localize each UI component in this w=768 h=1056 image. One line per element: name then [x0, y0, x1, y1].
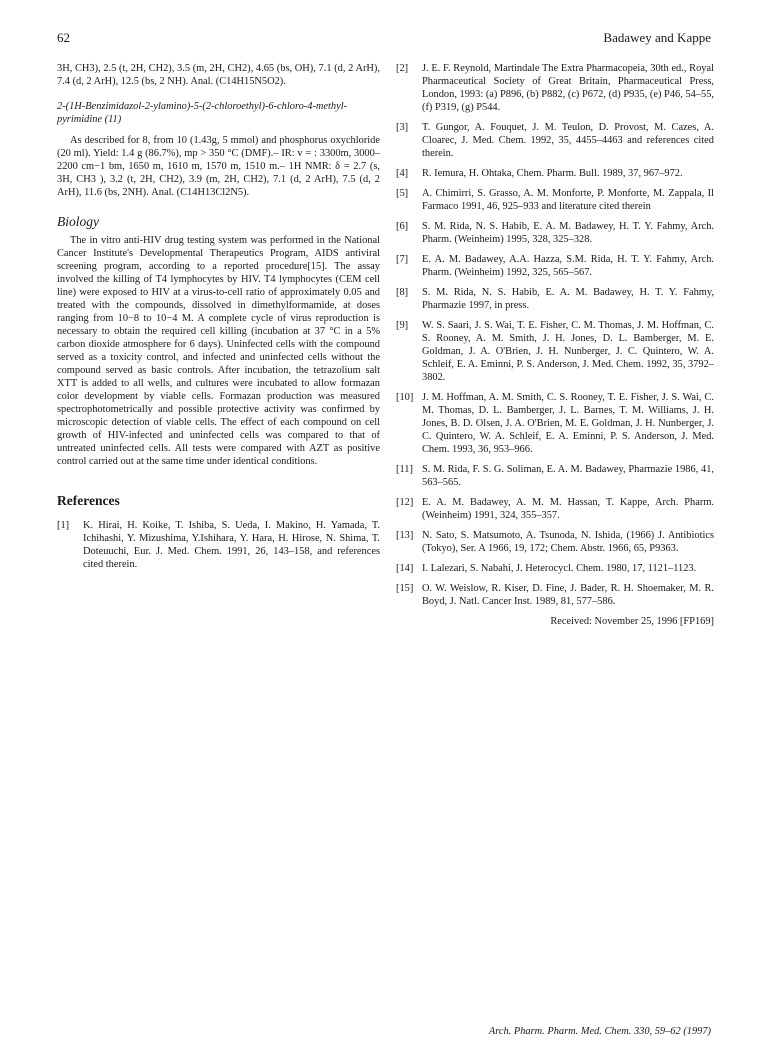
reference-text: J. E. F. Reynold, Martindale The Extra Pharmacopeia, 30th ed., Royal Pharmaceutical Society of Great Britain, Pharmaceutical Press, London, 1993: (a) P896, (b) P882, (c) P672, (d) P935, (e) P46, 54–55, (f) P319, (g) P544. [422, 63, 714, 113]
reference-number: [12] [396, 497, 414, 508]
reference-number: [8] [396, 287, 409, 298]
reference-item [396, 187, 714, 213]
right-column [396, 62, 714, 628]
reference-number: [4] [396, 168, 409, 179]
reference-item [396, 62, 714, 114]
reference-item [396, 582, 714, 608]
reference-item [396, 496, 714, 522]
reference-text: S. M. Rida, F. S. G. Soliman, E. A. M. Badawey, Pharmazie 1986, 41, 563–565. [422, 464, 714, 488]
reference-text: I. Lalezari, S. Nabahi, J. Heterocycl. Chem. 1980, 17, 1121–1123. [422, 563, 697, 574]
reference-number: [14] [396, 563, 414, 574]
reference-item [396, 391, 714, 456]
reference-item [396, 167, 714, 180]
reference-number: [1] [57, 520, 70, 531]
reference-item [396, 529, 714, 555]
references-heading: References [57, 493, 120, 508]
reference-text: S. M. Rida, N. S. Habib, E. A. M. Badawey, H. T. Y. Fahmy, Arch. Pharm. (Weinheim) 1995, 328, 325–328. [422, 221, 714, 245]
reference-item [396, 463, 714, 489]
reference-text: A. Chimirri, S. Grasso, A. M. Monforte, P. Monforte, M. Zappala, Il Farmaco 1991, 46, 925–933 and literature cited therein [422, 188, 714, 212]
reference-item [396, 286, 714, 312]
biology-heading: Biology [57, 214, 99, 229]
reference-text: E. A. M. Badawey, A. M. M. Hassan, T. Kappe, Arch. Pharm. (Weinheim) 1991, 324, 355–357. [422, 497, 714, 521]
reference-text: W. S. Saari, J. S. Wai, T. E. Fisher, C. M. Thomas, J. M. Hoffman, C. S. Rooney, A. M. Smith, J. H. Jones, D. L. Bamberger, M. E. Goldman, J. A. O'Brien, J. H. Nunberger, J. C. Quintero, W. A. Schleif, E. A. Eminni, P. S. Anderson, J. Med. Chem. 1992, 35, 3792–3802. [422, 320, 714, 383]
reference-text: O. W. Weislow, R. Kiser, D. Fine, J. Bader, R. H. Shoemaker, M. R. Boyd, J. Natl. Cancer Inst. 1989, 81, 577–586. [422, 583, 714, 607]
reference-text: S. M. Rida, N. S. Habib, E. A. M. Badawey, H. T. Y. Fahmy, Pharmazie 1997, in press. [422, 287, 714, 311]
reference-number: [2] [396, 63, 409, 74]
compound-11-procedure: As described for 8, from 10 (1.43g, 5 mmol) and phosphorus oxychloride (20 ml). Yield: 1.4 g (86.7%), mp > 350 °C (DMF).– IR: v = : 3300m, 3000–2200 cm−1 bm, 1650 m, 1610 m, 1570 m, 1510 m.– 1H NMR: δ = 2.7 (s, 3H, CH3 ), 3.2 (t, 2H, CH2), 3.9 (m, 2H, CH2), 7.1 (d, 2 ArH), 7.5 (d, 2 ArH), 11.6 (bs, 2NH). Anal. (C14H13Cl2N5). [57, 135, 380, 198]
received-date: Received: November 25, 1996 [FP169] [550, 616, 714, 627]
reference-text: K. Hirai, H. Koike, T. Ishiba, S. Ueda, I. Makino, H. Yamada, T. Ichihashi, Y. Mizushima, Y.Ishihara, Y. Hara, H. Hirose, N. Shima, T. Doteuuchi, Eur. J. Med. Chem. 1991, 26, 143–158, and references cited therein. [83, 520, 380, 570]
reference-text: T. Gungor, A. Fouquet, J. M. Teulon, D. Provost, M. Cazes, A. Cloarec, J. Med. Chem. 1992, 35, 4455–4463 and references cited therein. [422, 122, 714, 159]
nmr-continued-text: 3H, CH3), 2.5 (t, 2H, CH2), 3.5 (m, 2H, CH2), 4.65 (bs, OH), 7.1 (d, 2 ArH), 7.4 (d, 2 ArH), 12.5 (bs, 2 NH). Anal. (C14H15N5O2). [57, 63, 380, 87]
running-header-authors: Badawey and Kappe [603, 30, 711, 45]
reference-number: [7] [396, 254, 409, 265]
reference-item [396, 121, 714, 160]
reference-text: R. Iemura, H. Ohtaka, Chem. Pharm. Bull. 1989, 37, 967–972. [422, 168, 683, 179]
reference-number: [10] [396, 392, 414, 403]
reference-number: [3] [396, 122, 409, 133]
journal-footer: Arch. Pharm. Pharm. Med. Chem. 330, 59–62 (1997) [488, 1026, 711, 1037]
page-number: 62 [57, 30, 70, 45]
reference-number: [11] [396, 464, 413, 475]
reference-item [396, 319, 714, 384]
reference-number: [13] [396, 530, 414, 541]
reference-number: [6] [396, 221, 409, 232]
left-column [57, 62, 380, 578]
reference-text: J. M. Hoffman, A. M. Smith, C. S. Rooney, T. E. Fisher, J. S. Wai, C. M. Thomas, D. L. Bamberger, J. L. Barnes, T. M. Williams, J. H. Jones, B. D. Olsen, J. A. O'Brien, M. E. Goldman, J. H. Nunberger, J. C. Quintero, W. A. Schleif, E. A. Eminni, P. S. Anderson, J. Med. Chem. 1993, 36, 953–966. [422, 392, 714, 455]
reference-number: [9] [396, 320, 409, 331]
reference-text: E. A. M. Badawey, A.A. Hazza, S.M. Rida, H. T. Y. Fahmy, Arch. Pharm. (Weinheim) 1992, 325, 565–567. [422, 254, 714, 278]
reference-item [396, 220, 714, 246]
reference-item [396, 253, 714, 279]
biology-paragraph: The in vitro anti-HIV drug testing system was performed in the National Cancer Institute's Developmental Therapeutics Program, AIDS antiviral screening program, according to a reported procedure[15]. The assay involved the killing of T4 lymphocytes by HIV. T4 lymphocytes (CEM cell line) were exposed to HIV at a virus-to-cell ratio of approximately 0.05 and treated with the compounds, dissolved in dimethylformamide, at doses ranging from 10−8 to 10−4 M. A complete cycle of virus reproduction is necessary to obtain the required cell killing (incubation at 37 °C in a 5% carbon dioxide atmosphere for 6 days). Uninfected cells with the compound served as a toxicity control, and infected and uninfected cells without the compound served as basic controls. After incubation, the tetrazolium salt XTT is added to all wells, and cultures were incubated to allow formazan color development by viable cells. Formazan production was measured spectrophotometrically and possible protective activity was confirmed by microscopic detection of viable cells. The effect of each compound on cell growth of HIV-infected and uninfected cells was compared to that of untreated uninfected cells. All tests were compared with AZT as positive control carried out at the same time under identical conditions. [57, 235, 380, 467]
reference-item [396, 562, 714, 575]
reference-text: N. Sato, S. Matsumoto, A. Tsunoda, N. Ishida, (1966) J. Antibiotics (Tokyo), Ser. A 1966, 19, 172; Chem. Abstr. 1966, 65, P9363. [422, 530, 714, 554]
reference-number: [15] [396, 583, 414, 594]
reference-number: [5] [396, 188, 409, 199]
compound-11-title: 2-(1H-Benzimidazol-2-ylamino)-5-(2-chloroethyl)-6-chloro-4-methyl-pyrimidine (11) [57, 101, 348, 125]
reference-item [57, 519, 380, 571]
